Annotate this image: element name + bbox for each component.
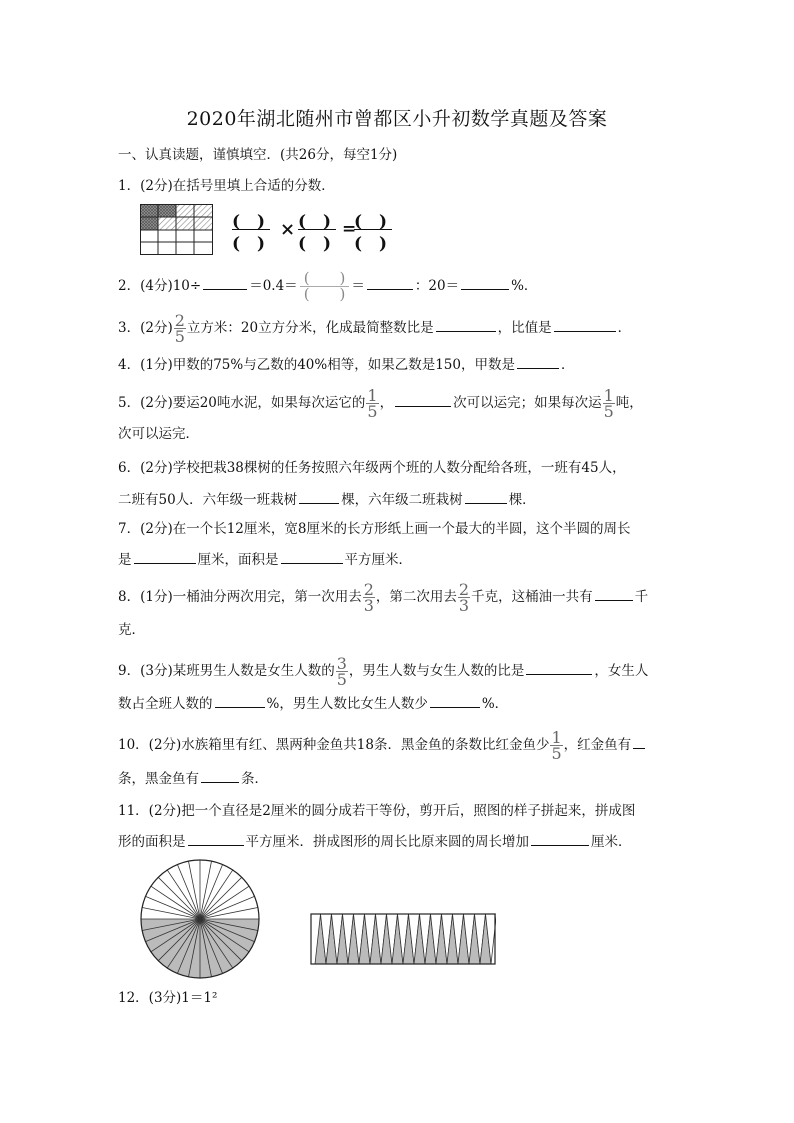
fraction-2-5: $\frac{2}{5}$ <box>174 311 185 346</box>
blank[interactable] <box>188 831 244 846</box>
blank[interactable] <box>299 489 339 504</box>
blank[interactable] <box>633 734 645 749</box>
question-8-cont: 克． <box>118 622 145 638</box>
q1-equals: = <box>342 219 357 239</box>
question-11: 11．(2分)把一个直径是2厘米的圆分成若干等份，剪开后，照图的样子拼起来，拼成图 <box>118 803 636 819</box>
blank[interactable] <box>430 693 480 708</box>
question-7: 7．(2分)在一个长12厘米，宽8厘米的长方形纸上画一个最大的半圆，这个半圆的周长 <box>118 521 631 537</box>
sector-line <box>158 877 200 919</box>
blank[interactable] <box>531 831 589 846</box>
question-6-cont: 二班有50人．六年级一班栽树 棵，六年级二班栽树 棵． <box>118 489 536 510</box>
question-9: 9．(3分)某班男生人数是女生人数的 $\frac{3}{5}$ ，男生人数与女生人数的比是 ，女生人 <box>118 654 649 689</box>
blank[interactable] <box>595 586 633 601</box>
blank[interactable] <box>281 549 343 564</box>
question-1: 1．(2分)在括号里填上合适的分数． <box>118 178 335 194</box>
question-9-cont: 数占全班人数的 %，男生人数比女生人数少 %． <box>118 693 508 714</box>
blank[interactable] <box>215 693 265 708</box>
question-12: 12．(3分)1＝1² <box>118 990 218 1006</box>
question-5: 5．(2分)要运20吨水泥，如果每次运它的 $\frac{1}{5}$ ， 次可以运完；如果每次运 $\frac{1}{5}$ 吨， <box>118 386 643 421</box>
fraction-3-5: $\frac{3}{5}$ <box>336 654 347 689</box>
q1-paren-den-2: ( ) <box>298 234 332 254</box>
q1-paren-num-3: ( ) <box>354 212 388 232</box>
blank[interactable] <box>367 275 413 290</box>
fraction-2-3: $\frac{2}{3}$ <box>363 580 374 615</box>
blank[interactable] <box>134 549 196 564</box>
fraction-1-5: $\frac{1}{5}$ <box>367 386 378 421</box>
section-heading: 一、认真读题，谨慎填空．(共26分，每空1分) <box>118 147 398 163</box>
question-3: 3．(2分) $\frac{2}{5}$ 立方米：20立方分米，化成最简整数比是 ，比值是 ． <box>118 311 632 346</box>
q2-paren-fraction: $\frac{( )}{( )}$ <box>300 271 350 302</box>
fraction-1-5: $\frac{1}{5}$ <box>551 728 562 763</box>
question-4: 4．(1分)甲数的75%与乙数的40%相等，如果乙数是150，甲数是 ． <box>118 354 575 375</box>
sector-line <box>200 877 242 919</box>
blank[interactable] <box>526 660 592 675</box>
question-7-cont: 是 厘米，面积是 平方厘米． <box>118 549 412 570</box>
q1-grid-figure <box>140 204 214 256</box>
question-6: 6．(2分)学校把栽38棵树的任务按照六年级两个班的人数分配给各班，一班有45人， <box>118 460 626 476</box>
question-2: 2．(4分)10÷ ＝0.4＝ $\frac{( )}{( )}$ ＝ ：20＝ %． <box>118 269 538 303</box>
question-11-cont: 形的面积是 平方厘米．拼成图形的周长比原来圆的周长增加 厘米． <box>118 831 632 852</box>
blank[interactable] <box>465 489 507 504</box>
question-10-cont: 条，黑金鱼有 条． <box>118 768 268 789</box>
q1-paren-num-1: ( ) <box>232 212 266 232</box>
blank[interactable] <box>201 768 239 783</box>
blank[interactable] <box>554 317 616 332</box>
q11-circle-figure <box>138 857 262 981</box>
q11-rearranged-figure <box>310 912 496 966</box>
fraction-1-5: $\frac{1}{5}$ <box>603 386 614 421</box>
q1-paren-den-1: ( ) <box>232 234 266 254</box>
blank[interactable] <box>395 392 451 407</box>
page-title: 2020年湖北随州市曾都区小升初数学真题及答案 <box>186 108 608 130</box>
fraction-2-3: $\frac{2}{3}$ <box>458 580 470 615</box>
q1-paren-den-3: ( ) <box>354 234 388 254</box>
blank[interactable] <box>461 275 509 290</box>
q1-times: × <box>280 219 296 240</box>
q1-paren-num-2: ( ) <box>298 212 332 232</box>
blank[interactable] <box>517 354 559 369</box>
blank[interactable] <box>203 275 247 290</box>
question-10: 10．(2分)水族箱里有红、黑两种金鱼共18条．黑金鱼的条数比红金鱼少 $\frac{1}{5}$ ，红金鱼有 <box>118 730 647 761</box>
question-8: 8．(1分)一桶油分两次用完，第一次用去 $\frac{2}{3}$ ，第二次用去 $\frac{2}{3}$ 千克，这桶油一共有 千 <box>118 580 649 615</box>
blank[interactable] <box>436 317 496 332</box>
question-5-cont: 次可以运完． <box>118 426 199 442</box>
